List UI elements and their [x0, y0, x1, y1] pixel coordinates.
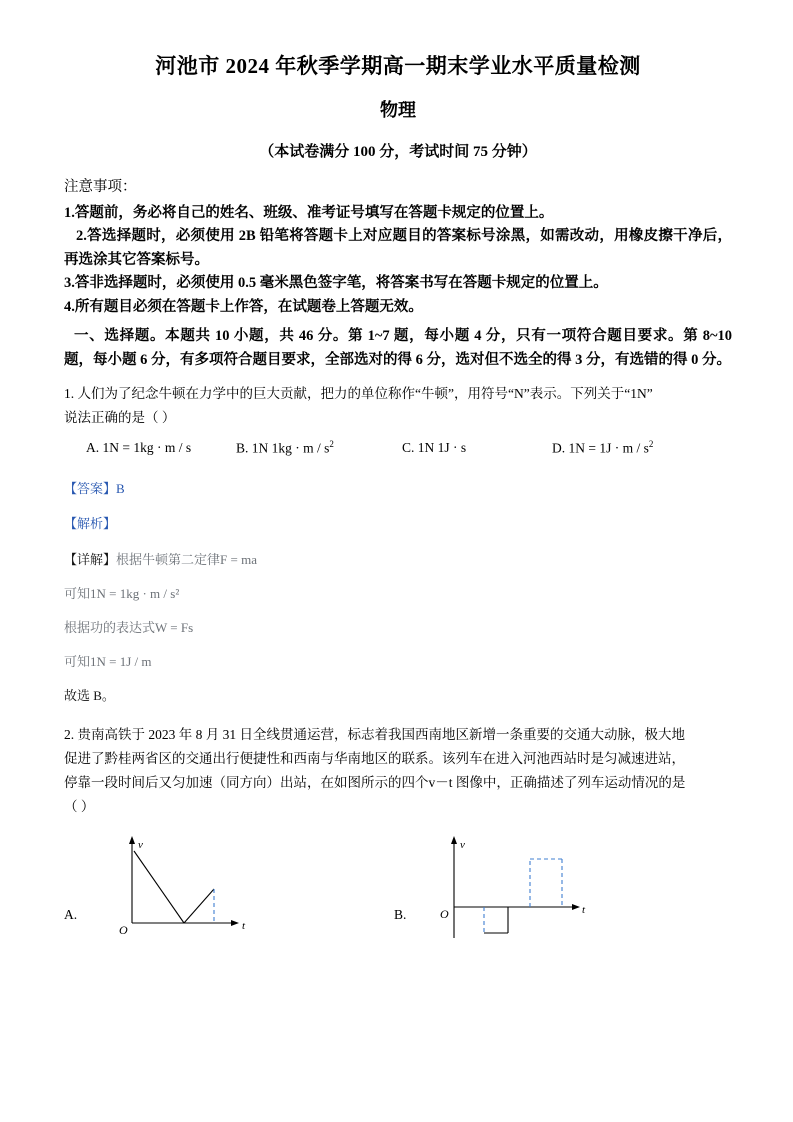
- question-2-stem-line3: 停靠一段时间后又匀加速（同方向）出站，在如图所示的四个v－t 图像中，正确描述了列车运动情况的是: [64, 774, 686, 790]
- notice-item-3: 3.答非选择题时，必须使用 0.5 毫米黑色签字笔，将答案书写在答题卡规定的位置上。: [64, 275, 608, 292]
- page-title: 河池市 2024 年秋季学期高一期末学业水平质量检测: [155, 54, 641, 78]
- graph-b: [422, 833, 612, 943]
- option-b-key: B.: [236, 440, 249, 456]
- svg-text:O: O: [440, 906, 449, 921]
- option-d-exponent: 2: [648, 439, 654, 450]
- option-a[interactable]: [64, 436, 236, 461]
- option-a-key: A.: [86, 440, 100, 456]
- option-d-key: D.: [552, 440, 566, 456]
- option-b-exponent: 2: [329, 439, 334, 450]
- svg-text:t: t: [582, 903, 586, 916]
- option-c-text: 1N 1J · s: [417, 440, 467, 456]
- svg-text:O: O: [119, 922, 128, 937]
- notice-item-4: 4.所有题目必须在答题卡上作答，在试题卷上答题无效。: [64, 298, 423, 315]
- detail-line-2: 可知1N = 1kg · m / s²: [64, 585, 180, 601]
- svg-text:t: t: [242, 919, 246, 932]
- graph-b-svg: [422, 833, 612, 943]
- svg-text:v: v: [460, 838, 465, 851]
- question-1-stem-line2: 说法正确的是（ ）: [64, 410, 176, 426]
- detail-line-3: 根据功的表达式W = Fs: [64, 619, 194, 635]
- detail-text-1: 根据牛顿第二定律F = ma: [116, 551, 257, 567]
- notice-item-1: 1.答题前，务必将自己的姓名、班级、准考证号填写在答题卡规定的位置上。: [64, 205, 554, 221]
- detail-line-4: 可知1N = 1J / m: [64, 653, 152, 669]
- option-a-text: 1N = 1kg · m / s: [102, 440, 192, 456]
- option-b[interactable]: [236, 436, 402, 461]
- question-2-stem-line2: 促进了黔桂两省区的交通出行便捷性和西南与华南地区的联系。该列车在进入河池西站时是匀减速进站，: [64, 750, 685, 766]
- detail-line-5: 故选 B。: [64, 687, 115, 703]
- detail-line-1: [64, 547, 732, 573]
- svg-text:v: v: [138, 838, 143, 851]
- analysis-line: [64, 512, 732, 537]
- option-c[interactable]: [402, 436, 552, 461]
- answer-line: [64, 477, 732, 502]
- question-2-stem-line4: （ ）: [64, 798, 95, 814]
- page-content: [64, 50, 732, 951]
- question-2-number: 2.: [64, 726, 75, 742]
- question-1-options: [64, 436, 732, 461]
- option-b-text: 1N 1kg · m / s: [251, 440, 330, 456]
- question-2-stem: [64, 723, 732, 747]
- graph-a: [92, 833, 262, 943]
- detail-label: 【详解】: [64, 551, 117, 567]
- question-2-stem-line1: 贵南高铁于 2023 年 8 月 31 日全线贯通运营，标志着我国西南地区新增一条重要的交通大动脉，极大地: [77, 726, 685, 742]
- answer-label: 【答案】: [64, 481, 117, 497]
- notice-heading: 注意事项：: [64, 179, 137, 195]
- question-1-stem-line1: 人们为了纪念牛顿在力学中的巨大贡献，把力的单位称作“牛顿”，用符号“N”表示。下列关于“1N”: [77, 386, 653, 402]
- notice-item-2: 2.答选择题时，必须使用 2B 铅笔将答题卡上对应题目的答案标号涂黑，如需改动，用橡皮擦干净后，再选涂其它答案标号。: [64, 228, 732, 268]
- option-d-text: 1N = 1J · m / s: [568, 440, 649, 456]
- question-1-answer-block: [64, 477, 732, 536]
- section-heading-choice: 一、选择题。本题共 10 小题，共 46 分。第 1~7 题，每小题 4 分，只有一项符合题目要求。第 8~10 题，每小题 6 分，有多项符合题目要求，全部选对的得 6 分，选对但不选全的得 3 分，有选错的得 0 分。: [64, 328, 732, 368]
- option-d[interactable]: [552, 436, 722, 461]
- analysis-label: 【解析】: [64, 515, 117, 531]
- graph-b-label: B.: [394, 906, 407, 922]
- graph-a-label: A.: [64, 906, 78, 922]
- exam-meta: （本试卷满分 100 分，考试时间 75 分钟）: [259, 144, 537, 160]
- question-2-graphs: [64, 833, 732, 951]
- question-1-stem: [64, 382, 732, 406]
- subject-title: 物理: [380, 100, 416, 120]
- question-1-number: 1.: [64, 386, 75, 402]
- answer-value: B: [116, 481, 125, 497]
- graph-a-svg: [92, 833, 262, 943]
- option-c-key: C.: [402, 440, 415, 456]
